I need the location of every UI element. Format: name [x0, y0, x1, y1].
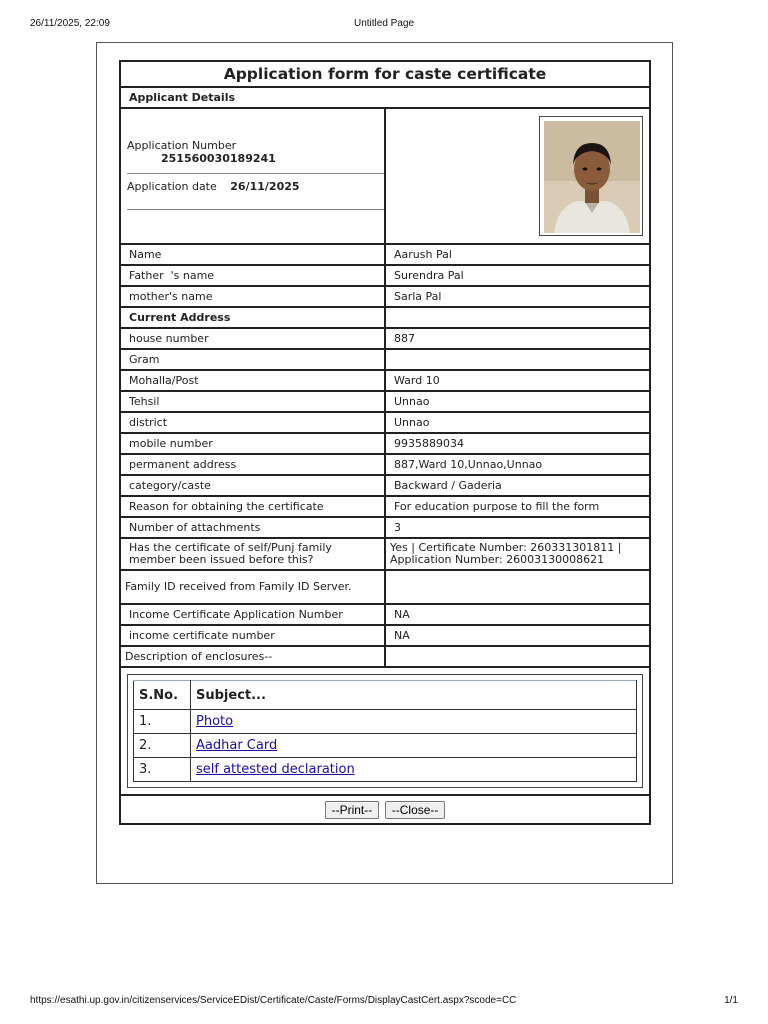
family-id-value [385, 570, 650, 604]
row-sno: 1. [134, 710, 191, 734]
enclosures-table [133, 680, 637, 782]
enclosures-frame [127, 674, 643, 788]
applicant-photo [539, 116, 643, 236]
print-page-title: Untitled Page [353, 18, 415, 29]
aadhar-card-link[interactable]: Aadhar Card [196, 738, 278, 753]
print-datetime: 26/11/2025, 22:09 [30, 18, 110, 29]
name-value: Aarush Pal [385, 244, 650, 265]
photo-link[interactable]: Photo [196, 714, 234, 729]
father-name-label-text: Father 's name [129, 269, 215, 282]
photo-cell [385, 108, 650, 244]
gram-label: Gram [120, 349, 385, 370]
mohalla-post-label: Mohalla/Post [120, 370, 385, 391]
current-address-heading: Current Address [120, 307, 385, 328]
current-address-value [385, 307, 650, 328]
income-application-label: Income Certificate Application Number [120, 604, 385, 625]
row-subject-cell [191, 758, 637, 782]
category-caste-value: Backward / Gaderia [385, 475, 650, 496]
attachments-count-label: Number of attachments [120, 517, 385, 538]
applicant-photo-icon [544, 121, 640, 233]
table-row [134, 710, 637, 734]
father-name-label [120, 265, 385, 286]
house-number-value: 887 [385, 328, 650, 349]
gram-value [385, 349, 650, 370]
district-label: district [120, 412, 385, 433]
application-date-label: Application date [127, 180, 217, 193]
caste-certificate-form [119, 60, 651, 825]
mother-name-value: Sarla Pal [385, 286, 650, 307]
family-id-label: Family ID received from Family ID Server. [120, 570, 385, 604]
tehsil-label: Tehsil [120, 391, 385, 412]
prior-certificate-value: Yes | Certificate Number: 260331301811 | Application Number: 26003130008621 [385, 538, 650, 570]
enclosures-label: Description of enclosures-- [120, 646, 385, 667]
mother-name-label: mother's name [120, 286, 385, 307]
subject-header: Subject... [191, 681, 637, 710]
prior-certificate-label: Has the certificate of self/Punj family member been issued before this? [120, 538, 385, 570]
father-name-value: Surendra Pal [385, 265, 650, 286]
application-number-label: Application Number [127, 139, 237, 152]
application-number-value: 251560030189241 [161, 152, 276, 165]
row-sno: 2. [134, 734, 191, 758]
reason-label: Reason for obtaining the certificate [120, 496, 385, 517]
enclosures-container [120, 667, 650, 795]
close-button[interactable]: --Close-- [385, 801, 446, 819]
divider [127, 173, 384, 174]
permanent-address-label: permanent address [120, 454, 385, 475]
enclosures-header-row [134, 681, 637, 710]
print-url: https://esathi.up.gov.in/citizenservices/ServiceEDist/Certificate/Caste/Forms/DisplayCastCert.aspx?scode=CC [30, 995, 517, 1006]
sno-header: S.No. [134, 681, 191, 710]
application-info-cell [120, 108, 385, 244]
permanent-address-value: 887,Ward 10,Unnao,Unnao [385, 454, 650, 475]
name-label: Name [120, 244, 385, 265]
self-attested-declaration-link[interactable]: self attested declaration [196, 762, 355, 777]
attachments-count-value: 3 [385, 517, 650, 538]
mobile-number-label: mobile number [120, 433, 385, 454]
mobile-number-value: 9935889034 [385, 433, 650, 454]
table-row [134, 758, 637, 782]
tehsil-value: Unnao [385, 391, 650, 412]
house-number-label: house number [120, 328, 385, 349]
income-certificate-label: income certificate number [120, 625, 385, 646]
income-certificate-value: NA [385, 625, 650, 646]
district-value: Unnao [385, 412, 650, 433]
table-row [134, 734, 637, 758]
row-subject-cell [191, 734, 637, 758]
print-button[interactable]: --Print-- [325, 801, 380, 819]
actions-cell [120, 795, 650, 824]
mohalla-post-value: Ward 10 [385, 370, 650, 391]
print-page-number: 1/1 [724, 995, 738, 1006]
divider [127, 209, 384, 210]
row-sno: 3. [134, 758, 191, 782]
enclosures-value [385, 646, 650, 667]
application-date-value: 26/11/2025 [230, 180, 300, 193]
form-title: Application form for caste certificate [120, 61, 650, 87]
income-application-value: NA [385, 604, 650, 625]
reason-value: For education purpose to fill the form [385, 496, 650, 517]
applicant-details-heading: Applicant Details [120, 87, 650, 108]
row-subject-cell [191, 710, 637, 734]
category-caste-label: category/caste [120, 475, 385, 496]
